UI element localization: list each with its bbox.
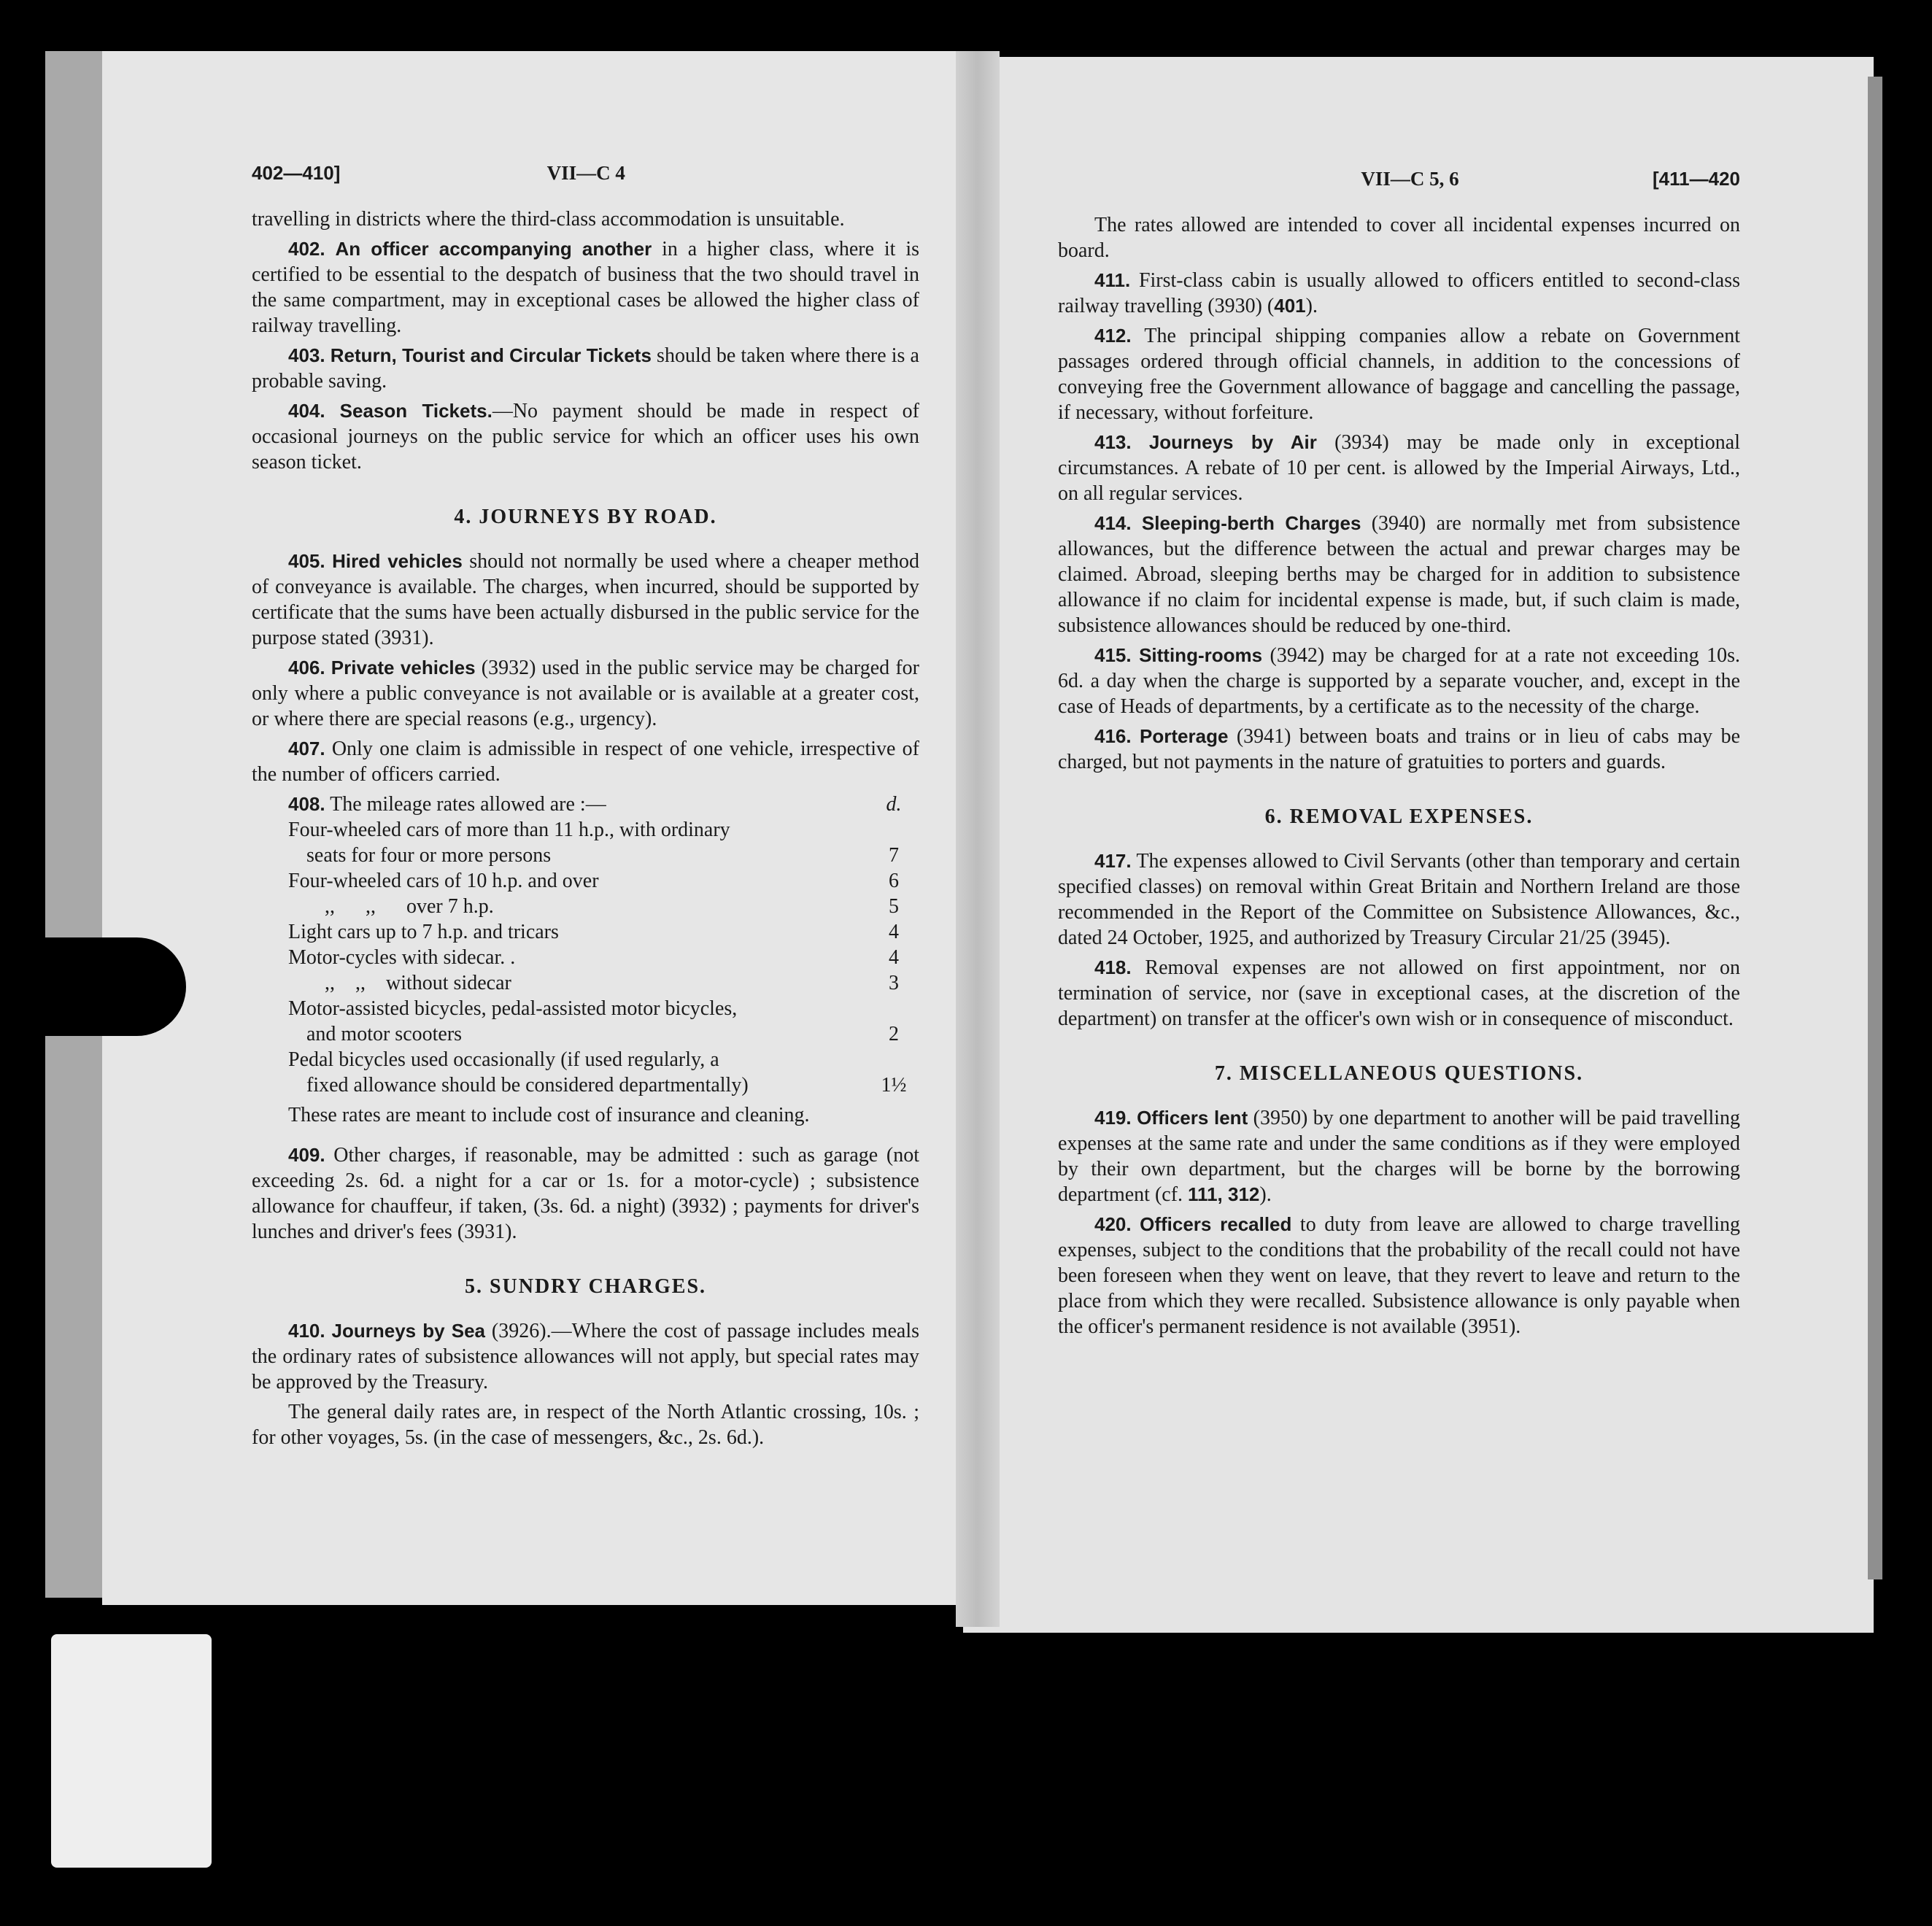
para-410-rates: The general daily rates are, in respect of the North Atlantic crossing, 10s. ; for other voyages, 5s. (in the case of messengers, &c., 2s. 6d.). xyxy=(252,1401,919,1449)
para-411: 411. First-class cabin is usually allowed to officers entitled to second-class railway travelling (3930) (401). xyxy=(1058,269,1740,317)
para-414: 414. Sleeping-berth Charges (3940) are normally met from subsistence allowances, but the difference between the actual and prewar charges may be claimed. Abroad, sleeping berths may be charged for in addition to subsistence allowance if no claim for incidental expense is made, but, if such claim is made, subsistence allowances should be reduced by one-third. xyxy=(1058,512,1740,637)
rate-row: Four-wheeled cars of 10 h.p. and over 6 xyxy=(288,870,899,892)
book-gutter xyxy=(956,51,1000,1627)
thumb-shadow xyxy=(0,937,186,1036)
right-column xyxy=(1058,166,1740,1344)
para-413: 413. Journeys by Air (3934) may be made only in exceptional circumstances. A rebate of 10 per cent. is allowed by the Imperial Airways, Ltd., on all regular services. xyxy=(1058,431,1741,505)
intro-text: The rates allowed are intended to cover all incidental expenses incurred on board. xyxy=(1058,214,1740,262)
heading-sundry-charges: 5. SUNDRY CHARGES. xyxy=(464,1275,707,1298)
para-419: 419. Officers lent (3950) by one department to another will be paid travelling expenses at the same rate and under the same conditions as if they were employed by their own department, but the charges will be borne by the borrowing department (cf. 111, 312). xyxy=(1058,1107,1741,1206)
rate-row: Four-wheeled cars of more than 11 h.p., with ordinary seats for four or more persons 7 xyxy=(288,819,899,867)
calibration-card xyxy=(51,1634,212,1868)
para-405: 405. Hired vehicles should not normally be used where a cheaper method of conveyance is available. The charges, when incurred, should be supported by certificate that the sums have been actually disbursed in the public service for the purpose stated (3931). xyxy=(252,550,920,649)
left-page-range: 402—410] xyxy=(252,162,341,184)
right-page-range: [411—420 xyxy=(1653,168,1740,190)
para-404: 404. Season Tickets.—No payment should be made in respect of occasional journeys on the public service for which an officer uses his own season ticket. xyxy=(252,400,919,473)
book-edge-right xyxy=(1868,77,1882,1579)
rates-header-row: 408. The mileage rates allowed are :— d. xyxy=(252,792,919,817)
left-section-ref: VII—C 4 xyxy=(546,162,625,184)
heading-journeys-by-road: 4. JOURNEYS BY ROAD. xyxy=(454,506,717,528)
para-416: 416. Porterage (3941) between boats and trains or in lieu of cabs may be charged, but not payments in the nature of gratuities to porters and guards. xyxy=(1058,725,1740,773)
left-header xyxy=(252,160,919,186)
continuation-text: travelling in districts where the third-class accommodation is unsuitable. xyxy=(252,208,845,231)
rate-row: ,, ,, without sidecar 3 xyxy=(325,972,899,994)
para-417: 417. The expenses allowed to Civil Servants (other than temporary and certain specified classes) on removal within Great Britain and Northern Ireland are those recommended in the Report of the Committee on Subsistence Allowances, &c., dated 24 October, 1925, and authorized by Treasury Circular 21/25 (3945). xyxy=(1058,850,1740,949)
para-402: 402. An officer accompanying another in a higher class, where it is certified to be essential to the despatch of business that the two should travel in the same compartment, may in exceptional cases be allowed the higher class of railway travelling. xyxy=(252,238,919,337)
para-412: 412. The principal shipping companies allow a rebate on Government passages ordered through official channels, in addition to the concessions of conveying free the Government allowance of baggage and cancelling the passage, if necessary, without forfeiture. xyxy=(1058,325,1740,424)
heading-miscellaneous-questions: 7. MISCELLANEOUS QUESTIONS. xyxy=(1214,1062,1584,1085)
rates-note: These rates are meant to include cost of insurance and cleaning. xyxy=(288,1104,810,1126)
rates-unit: d. xyxy=(886,793,902,816)
para-415: 415. Sitting-rooms (3942) may be charged for at a rate not exceeding 10s. 6d. a day when the charge is supported by a separate voucher, and, except in the case of Heads of departments, by a certificate as to the necessity of the charge. xyxy=(1058,644,1740,718)
para-410: 410. Journeys by Sea (3926).—Where the cost of passage includes meals the ordinary rates of subsistence allowances will not apply, but special rates may be approved by the Treasury. xyxy=(252,1320,920,1393)
heading-removal-expenses: 6. REMOVAL EXPENSES. xyxy=(1264,805,1534,828)
right-section-ref: VII—C 5, 6 xyxy=(1361,168,1459,190)
para-406: 406. Private vehicles (3932) used in the public service may be charged for only where a public conveyance is not available or is available at a greater cost, or where there are special reasons (e.g., urgency). xyxy=(252,657,919,730)
rate-row: Motor-assisted bicycles, pedal-assisted motor bicycles, and motor scooters 2 xyxy=(288,997,899,1045)
right-header xyxy=(1058,166,1740,192)
left-column xyxy=(252,160,919,1455)
rate-row: ,, ,, over 7 h.p. 5 xyxy=(325,895,899,918)
para-418: 418. Removal expenses are not allowed on first appointment, nor on termination of service, nor (save in exceptional cases, at the discretion of the department) on transfer at the officer's own wish or in consequence of misconduct. xyxy=(1058,956,1740,1030)
para-403: 403. Return, Tourist and Circular Tickets should be taken where there is a probable saving. xyxy=(252,344,919,392)
para-420: 420. Officers recalled to duty from leave are allowed to charge travelling expenses, subject to the conditions that the probability of the recall could not have been foreseen when they went on leave, that they revert to leave and return to the place from which they were recalled. Subsistence allowance is only payable when the officer's permanent residence is not available (3951). xyxy=(1058,1213,1740,1338)
para-409: 409. Other charges, if reasonable, may be admitted : such as garage (not exceeding 2s. 6d. a night for a car or 1s. for a motor-cycle) ; subsistence allowance for chauffeur, if taken, (3s. 6d. a night) (3932) ; payments for driver's lunches and driver's fees (3931). xyxy=(252,1144,919,1243)
mileage-rates-table xyxy=(252,792,919,1098)
rate-row: Pedal bicycles used occasionally (if used regularly, a fixed allowance should be considered departmentally) 1½ xyxy=(288,1048,907,1097)
rate-row: Motor-cycles with sidecar. . 4 xyxy=(288,946,899,969)
para-407: 407. Only one claim is admissible in respect of one vehicle, irrespective of the number of officers carried. xyxy=(252,738,919,786)
rate-row: Light cars up to 7 h.p. and tricars 4 xyxy=(288,921,899,943)
